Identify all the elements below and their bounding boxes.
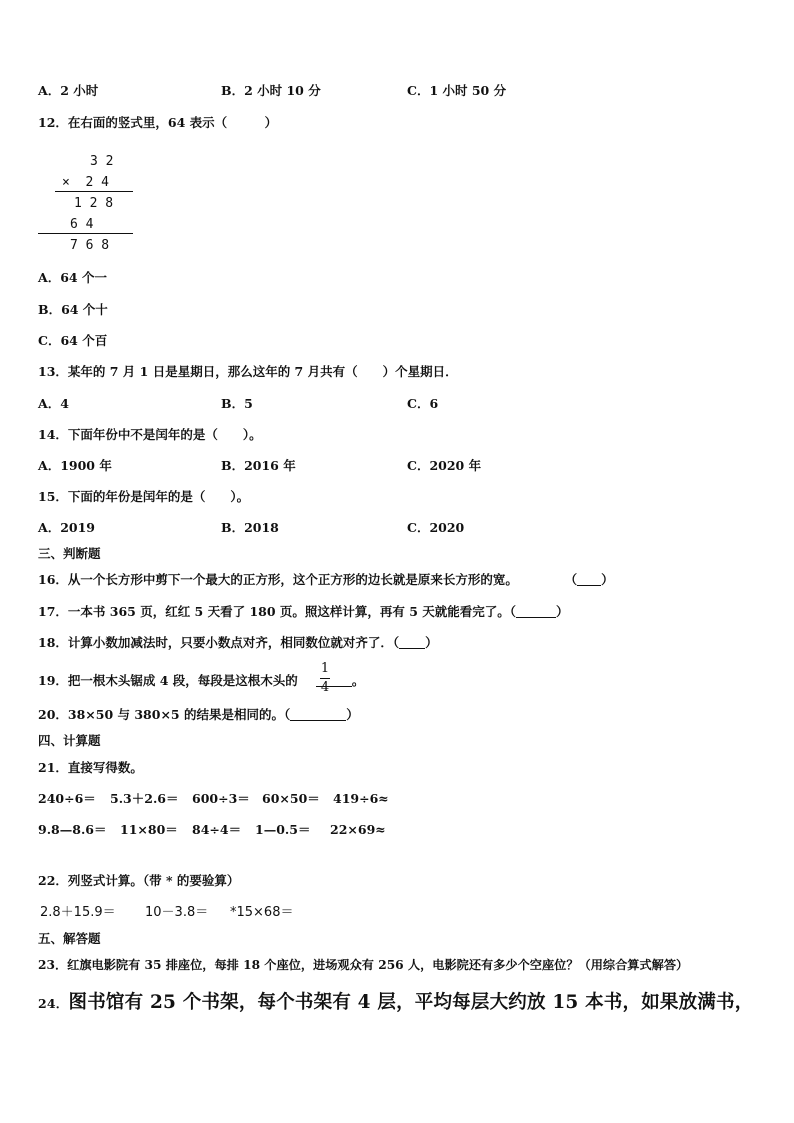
q11-option-c: C．1 小时 50 分 bbox=[407, 83, 507, 98]
section-heading-judgement: 三、判断题 bbox=[38, 546, 101, 561]
vertical-row-2: × 2 4 bbox=[62, 175, 109, 190]
vertical-row-1: 3 2 bbox=[90, 154, 114, 169]
q20-answer-blank bbox=[290, 708, 346, 721]
q11-option-b: B．2 小时 10 分 bbox=[221, 83, 321, 98]
q19-fraction-bar bbox=[320, 678, 330, 679]
q24 bbox=[38, 991, 753, 1016]
q13-option-b: B．5 bbox=[221, 396, 253, 411]
q21-item: 1—0.5＝ bbox=[255, 822, 311, 837]
q15-stem: 15．下面的年份是闰年的是（ ）。 bbox=[38, 489, 250, 504]
q20-text: 20．38×50 与 380×5 的结果是相同的。（ bbox=[38, 707, 291, 722]
q21-item: 419÷6≈ bbox=[333, 791, 389, 806]
section-heading-word-problems: 五、解答题 bbox=[38, 931, 101, 946]
q21-item: 22×69≈ bbox=[330, 822, 386, 837]
q14-option-b: B．2016 年 bbox=[221, 458, 296, 473]
q14-option-a: A．1900 年 bbox=[38, 458, 112, 473]
q12-stem: 12．在右面的竖式里，64 表示（ ） bbox=[38, 115, 278, 130]
vertical-line-1 bbox=[55, 191, 133, 192]
vertical-row-4: 6 4 bbox=[70, 217, 94, 232]
q22-stem: 22．列竖式计算。（带 * 的要验算） bbox=[38, 873, 240, 888]
q16-answer-blank bbox=[577, 573, 601, 586]
q19-end: 。 bbox=[351, 673, 365, 688]
q21-item: 60×50＝ bbox=[262, 791, 320, 806]
vertical-row-3: 1 2 8 bbox=[74, 196, 114, 211]
q24-number: 24． bbox=[38, 996, 69, 1011]
q17 bbox=[38, 604, 569, 620]
q17-paren-close: ） bbox=[556, 604, 569, 619]
q19-text: 19．把一根木头锯成 4 段，每段是这根木头的 bbox=[38, 673, 298, 688]
q15-option-c: C．2020 bbox=[407, 520, 465, 535]
q19-fraction-numerator: 1 bbox=[320, 661, 330, 676]
vertical-line-2 bbox=[38, 233, 133, 234]
q21-stem: 21．直接写得数。 bbox=[38, 760, 143, 775]
q20-paren-close: ） bbox=[346, 707, 359, 722]
q19-fraction-denominator: 4 bbox=[320, 680, 330, 695]
q17-text: 17．一本书 365 页，红红 5 天看了 180 页。照这样计算，再有 5 天就能看完了。（ bbox=[38, 604, 517, 619]
q18-answer-blank bbox=[399, 636, 425, 649]
q21-item: 600÷3＝ bbox=[192, 791, 250, 806]
q15-option-a: A．2019 bbox=[38, 520, 95, 535]
q13-option-a: A．4 bbox=[38, 396, 69, 411]
q12-option-a: A．64 个一 bbox=[38, 270, 107, 285]
q18-paren-close: ） bbox=[425, 635, 438, 650]
q21-item: 240÷6＝ bbox=[38, 791, 96, 806]
q24-text: 图书馆有 25 个书架，每个书架有 4 层，平均每层大约放 15 本书，如果放满书， bbox=[68, 992, 754, 1013]
q16 bbox=[38, 572, 614, 588]
q17-answer-blank bbox=[516, 605, 556, 618]
q18 bbox=[38, 635, 438, 651]
q21-item: 11×80＝ bbox=[120, 822, 178, 837]
q12-option-b: B．64 个十 bbox=[38, 302, 108, 317]
q20 bbox=[38, 707, 359, 723]
q22-item: 10－3.8＝ bbox=[145, 905, 209, 920]
q22-item: 2.8＋15.9＝ bbox=[40, 905, 116, 920]
vertical-row-5: 7 6 8 bbox=[70, 238, 110, 253]
section-heading-calculation: 四、计算题 bbox=[38, 733, 101, 748]
q14-option-c: C．2020 年 bbox=[407, 458, 482, 473]
q19 bbox=[38, 673, 364, 689]
q21-item: 5.3＋2.6＝ bbox=[110, 791, 179, 806]
q16-paren-open: （ bbox=[564, 572, 578, 587]
q21-item: 84÷4＝ bbox=[192, 822, 242, 837]
q22-item: *15×68＝ bbox=[230, 905, 294, 920]
q13-stem: 13．某年的 7 月 1 日是星期日，那么这年的 7 月共有（ ）个星期日． bbox=[38, 364, 458, 379]
q16-paren-close: ） bbox=[601, 572, 614, 587]
q12-option-c: C．64 个百 bbox=[38, 333, 108, 348]
q11-option-a: A．2 小时 bbox=[38, 83, 99, 98]
q23: 23．红旗电影院有 35 排座位，每排 18 个座位，进场观众有 256 人，电影院还有多少个空座位？（用综合算式解答） bbox=[38, 958, 689, 972]
q18-text: 18．计算小数加减法时，只要小数点对齐，相同数位就对齐了．（ bbox=[38, 635, 400, 650]
q13-option-c: C．6 bbox=[407, 396, 439, 411]
q14-stem: 14．下面年份中不是闰年的是（ ）。 bbox=[38, 427, 262, 442]
q21-item: 9.8—8.6＝ bbox=[38, 822, 107, 837]
q16-text: 16．从一个长方形中剪下一个最大的正方形，这个正方形的边长就是原来长方形的宽。 bbox=[38, 572, 518, 587]
q15-option-b: B．2018 bbox=[221, 520, 279, 535]
